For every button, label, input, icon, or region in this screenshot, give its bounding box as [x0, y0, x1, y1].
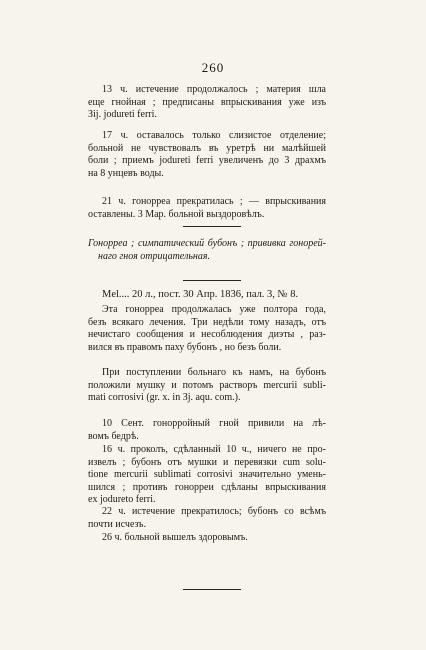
- text-line: 10 Сент. гонорройный гной привили на лѣ-: [102, 418, 326, 429]
- case-info-line: [88, 288, 326, 301]
- paragraph-13: [88, 84, 326, 122]
- text-line: больной не чувствовалъ въ уретрѣ ни малѣйшей: [88, 142, 326, 154]
- text-line: вомъ бедрѣ.: [88, 430, 139, 442]
- text-line: 13 ч. истечение продолжалось ; материя шла: [102, 84, 326, 95]
- heading-divider: [183, 280, 241, 281]
- text-line: 17 ч. оставалось только слизистое отделение;: [102, 130, 326, 141]
- paragraph-17: [88, 130, 326, 180]
- paragraph-admission: [88, 367, 326, 405]
- text-line: 26 ч. больной вышелъ здоровымъ.: [102, 532, 248, 543]
- text-line: оставлены. 3 Мар. больной выздоровѣлъ.: [88, 208, 265, 220]
- text-line: вился въ правомъ паху бубонъ , но безъ боли.: [88, 341, 282, 353]
- text-line: извелъ ; бубонъ отъ мушки и перевязки cum solu-: [88, 456, 326, 468]
- paragraph-21: [88, 196, 326, 221]
- end-divider: [183, 589, 241, 590]
- case-heading: [88, 238, 326, 263]
- section-divider: [183, 226, 241, 227]
- text-line: Зij. jodureti ferri.: [88, 109, 157, 121]
- text-line: Эта гонорреа продолжалась уже полтора года,: [102, 304, 326, 315]
- paragraph-22: [88, 506, 326, 531]
- text-line: шился ; противъ гонорреи сдѣланы впрыскивания: [88, 481, 326, 493]
- text-line: 16 ч. проколъ, сдѣланный 10 ч., ничего не про-: [102, 444, 326, 455]
- paragraph-26: [88, 532, 326, 545]
- page-number: 260: [201, 60, 225, 75]
- paragraph-16: [88, 444, 326, 507]
- text-line: tione mercurii sublimati corrosivi значительно умень-: [88, 469, 326, 481]
- text-line: 22 ч. истечение прекратилось; бубонъ со всѣмъ: [102, 506, 326, 517]
- paragraph-10-sept: [88, 418, 326, 443]
- text-line: 21 ч. гонорреа прекратилась ; — впрыскивания: [102, 196, 326, 207]
- text-line: боли ; приемъ jodureti ferri увеличенъ до 3 драхмъ: [88, 155, 326, 167]
- paragraph-history: [88, 304, 326, 354]
- text-line: ex jodureto ferri.: [88, 494, 156, 506]
- case-info-text: Mel.... 20 л., пост. 30 Апр. 1836, пал. 3, № 8.: [102, 289, 299, 300]
- heading-line: наго гноя отрицательная.: [98, 250, 211, 262]
- text-line: безъ всякаго лечения. Три недѣли тому назадъ, отъ: [88, 316, 326, 328]
- text-line: нечистаго сообщения и несоблюдения диэты , раз-: [88, 329, 326, 341]
- text-line: еще гнойная ; предписаны впрыскивания уже изъ: [88, 96, 326, 108]
- text-line: При поступлении больнаго къ намъ, на бубонъ: [102, 367, 326, 378]
- text-line: положили мушку и потомъ растворъ mercurii subli-: [88, 379, 326, 391]
- text-line: на 8 унцевъ воды.: [88, 167, 164, 179]
- text-line: mati corrosivi (gr. x. in Зj. aqu. com.).: [88, 392, 241, 404]
- text-line: почти исчезъ.: [88, 518, 146, 530]
- heading-line: Гонорреа ; симпатический бубонъ ; прививка гонорей-: [88, 238, 326, 249]
